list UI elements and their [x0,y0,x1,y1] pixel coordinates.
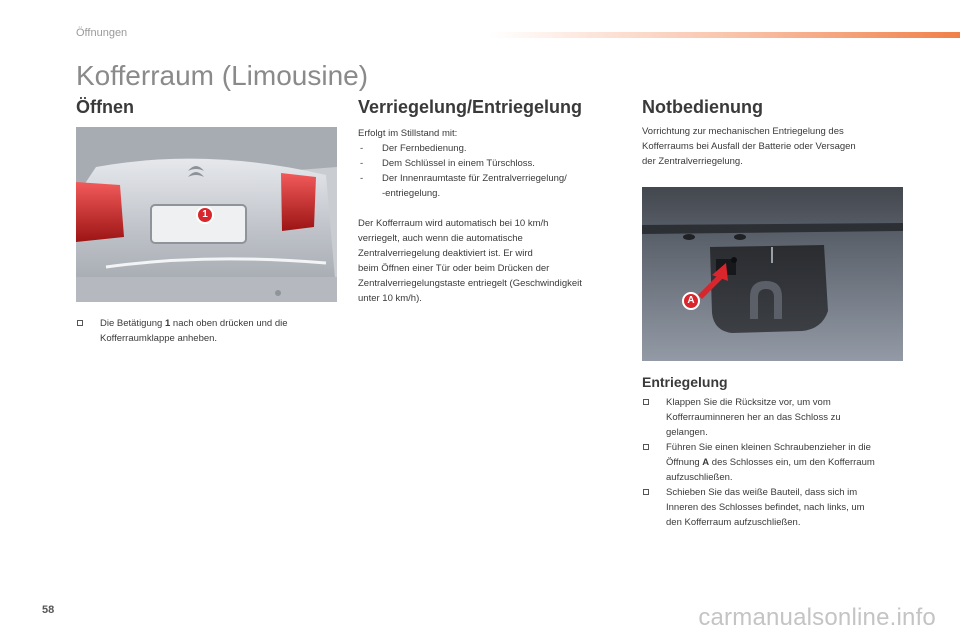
list-item-text: Der Fernbedienung. [382,143,467,154]
oeffnen-instructions [76,316,346,346]
list-item [642,440,912,485]
para-line: unter 10 km/h). [358,293,422,304]
list-item-text: des Schlosses ein, um den Kofferraum [709,457,875,468]
verriegelung-heading: Verriegelung/Entriegelung [358,97,583,117]
list-item-text: Kofferrauminneren her an das Schloss zu [666,412,841,423]
car-rear-image [76,127,337,302]
para-line: verriegelt, auch wenn die automatische [358,233,523,244]
trunk-lock-image [642,187,903,361]
square-bullet-icon [77,320,83,326]
list-item-text: Führen Sie einen kleinen Schraubenzieher in die [666,442,871,453]
list-item [358,156,628,171]
list-item [358,171,628,201]
notbedienung-heading: Notbedienung [642,97,763,117]
verriegelung-paragraph [358,216,628,306]
instruction-text: nach oben drücken und die [170,318,288,329]
square-bullet-icon [643,399,649,405]
para-line: Der Kofferraum wird automatisch bei 10 km/h [358,218,549,229]
instruction-text: Die Betätigung [100,318,165,329]
entriegelung-heading: Entriegelung [642,374,728,390]
list-item-bold: A [702,457,710,468]
notbedienung-intro [642,124,912,169]
header-rule [490,32,960,38]
list-item-text: Klappen Sie die Rücksitze vor, um vom [666,397,831,408]
para-line: beim Öffnen einer Tür oder beim Drücken der [358,263,550,274]
dash: - [360,158,364,169]
marker-a: A [682,292,700,310]
verriegelung-intro: Erfolgt im Stillstand mit: [358,128,458,139]
watermark: carmanualsonline.info [698,604,936,631]
square-bullet-icon [643,444,649,450]
trunk-lock-illustration [642,187,903,361]
list-item-text: Öffnung [666,457,703,468]
instruction-bold: 1 [164,318,171,329]
list-item [76,316,346,346]
para-line: Vorrichtung zur mechanischen Entriegelung des [642,126,844,137]
list-item [642,485,912,530]
para-line: Zentralverriegelung deaktiviert ist. Er wird [358,248,533,259]
section-label: Öffnungen [76,27,128,39]
list-item-text: -entriegelung. [382,188,441,199]
dash: - [360,173,364,184]
para-line: der Zentralverriegelung. [642,156,743,167]
dash: - [360,143,364,154]
page-title: Kofferraum (Limousine) [76,60,369,91]
list-item-text: Schieben Sie das weiße Bauteil, dass sich im [666,487,858,498]
list-item [642,395,912,440]
list-item-text: Dem Schlüssel in einem Türschloss. [382,158,535,169]
verriegelung-list [358,141,628,201]
list-item-text: den Kofferraum aufzuschließen. [666,517,801,528]
page-number: 58 [42,604,55,616]
list-item-text: Inneren des Schlosses befindet, nach links, um [666,502,865,513]
square-bullet-icon [643,489,649,495]
oeffnen-heading: Öffnen [76,97,134,117]
para-line: Kofferraums bei Ausfall der Batterie oder Versagen [642,141,856,152]
instruction-text: Kofferraumklappe anheben. [100,333,218,344]
entriegelung-list [642,395,912,530]
list-item-text: Der Innenraumtaste für Zentralverriegelung/ [382,173,567,184]
marker-1: 1 [196,206,214,224]
list-item-text: gelangen. [666,427,708,438]
list-item [358,141,628,156]
list-item-text: aufzuschließen. [666,472,733,483]
para-line: Zentralverriegelungstaste entriegelt (Geschwindigkeit [358,278,582,289]
